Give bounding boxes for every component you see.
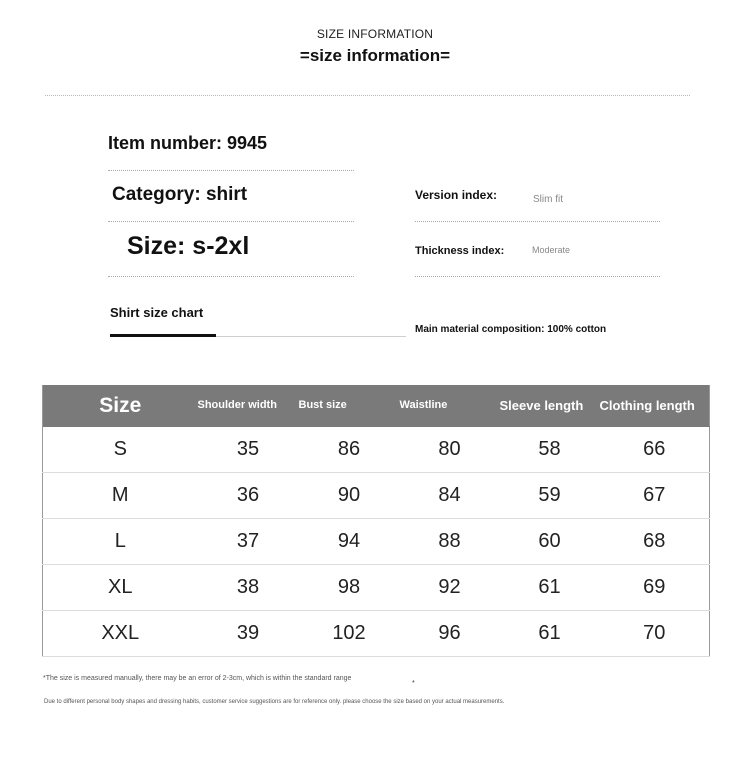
size-chart-label: Shirt size chart	[110, 305, 204, 320]
cell-bust: 86	[299, 427, 400, 473]
cell-length: 68	[600, 519, 710, 565]
table-row	[43, 611, 710, 657]
cell-sleeve: 58	[500, 427, 600, 473]
reference-note: Due to different personal body shapes and dressing habits, customer service suggestions are for reference only. please choose the size based on your actual measurements.	[44, 699, 505, 705]
cell-sleeve: 61	[500, 611, 600, 657]
page-subtitle: SIZE INFORMATION	[316, 27, 434, 41]
cell-bust: 102	[299, 611, 400, 657]
table-row	[43, 519, 710, 565]
cell-shoulder: 35	[198, 427, 299, 473]
cell-size: L	[43, 519, 198, 565]
divider	[108, 221, 354, 222]
category: Category: shirt	[112, 184, 248, 205]
divider	[108, 170, 354, 171]
cell-waist: 88	[400, 519, 500, 565]
size-range: Size: s-2xl	[127, 232, 250, 260]
divider	[108, 276, 354, 277]
header-waistline: Waistline	[400, 385, 500, 427]
table-row	[43, 473, 710, 519]
cell-waist: 80	[400, 427, 500, 473]
cell-sleeve: 59	[500, 473, 600, 519]
cell-shoulder: 39	[198, 611, 299, 657]
page-title: =size information=	[299, 46, 451, 65]
table-header-row	[43, 385, 710, 427]
cell-bust: 90	[299, 473, 400, 519]
header-clothing-length: Clothing length	[600, 385, 710, 427]
cell-size: XL	[43, 565, 198, 611]
size-table	[42, 385, 710, 657]
divider	[415, 221, 660, 222]
cell-shoulder: 38	[198, 565, 299, 611]
cell-length: 67	[600, 473, 710, 519]
table-row	[43, 565, 710, 611]
cell-size: S	[43, 427, 198, 473]
cell-bust: 98	[299, 565, 400, 611]
measurement-note: *The size is measured manually, there may be an error of 2-3cm, which is within the standard range	[43, 675, 352, 682]
thickness-index-value: Moderate	[532, 245, 571, 255]
material-composition: Main material composition: 100% cotton	[415, 324, 607, 335]
header-bust-size: Bust size	[299, 385, 400, 427]
item-number: Item number: 9945	[108, 133, 268, 153]
version-index-value: Slim fit	[533, 194, 563, 205]
cell-waist: 92	[400, 565, 500, 611]
divider	[415, 276, 660, 277]
version-index-label: Version index:	[415, 188, 498, 202]
cell-sleeve: 60	[500, 519, 600, 565]
cell-shoulder: 37	[198, 519, 299, 565]
cell-size: XXL	[43, 611, 198, 657]
cell-length: 69	[600, 565, 710, 611]
cell-waist: 84	[400, 473, 500, 519]
thickness-index-label: Thickness index:	[415, 245, 505, 257]
cell-bust: 94	[299, 519, 400, 565]
cell-length: 66	[600, 427, 710, 473]
chart-underline-accent	[110, 334, 216, 337]
cell-size: M	[43, 473, 198, 519]
cell-waist: 96	[400, 611, 500, 657]
top-divider	[45, 95, 690, 96]
table-row	[43, 427, 710, 473]
header-shoulder-width: Shoulder width	[198, 385, 299, 427]
cell-sleeve: 61	[500, 565, 600, 611]
header-size: Size	[43, 385, 198, 427]
cell-length: 70	[600, 611, 710, 657]
cell-shoulder: 36	[198, 473, 299, 519]
note-marker: *	[412, 680, 415, 687]
header-sleeve-length: Sleeve length	[500, 385, 600, 427]
